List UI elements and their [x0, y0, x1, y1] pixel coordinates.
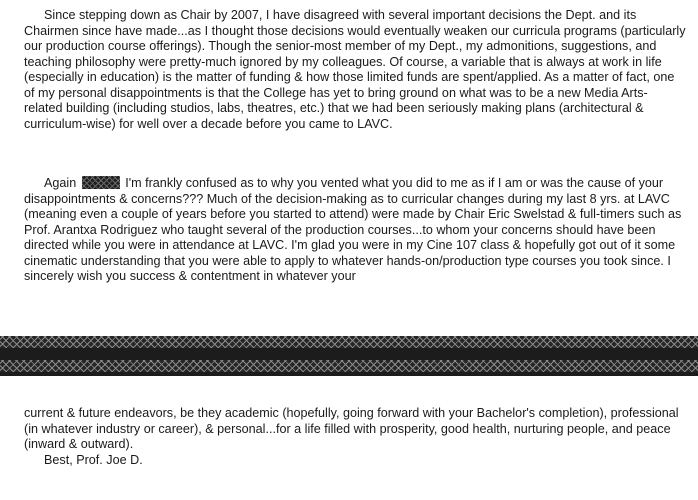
- paragraph-3-body: current & future endeavors, be they academic (hopefully, going forward with your Bachelor's completion), professional (in whatever industry or career), & personal...for a life filled with prosperity, good health, nurturing people, and peace (inward & outward).: [24, 406, 679, 451]
- redaction-hatch-bottom: [0, 360, 698, 372]
- redaction-hatch-top: [0, 336, 698, 348]
- letter-paragraph-3: [24, 406, 686, 468]
- redaction-band: [0, 336, 698, 376]
- signoff: Best, Prof. Joe D.: [44, 452, 143, 467]
- greeting-word: Again: [44, 176, 77, 190]
- paragraph-2-body: I'm frankly confused as to why you vented what you did to me as if I am or was the cause of your disappointments & concerns??? Much of the decision-making as to curricular changes during my last 8 yrs. at LAVC (meaning even a couple of years before you started to attend) were made by Chair Eric Swelstad & full-timers such as Prof. Arantxa Rodriguez who taught several of the production courses...to whom your concerns should have been directed while you were in attendance at LAVC. I'm glad you were in my Cine 107 class & hopefully got out of it some cinematic understanding that you were able to apply to whatever hands-on/production type courses you took since. I sincerely wish you success & contentment in whatever your: [24, 176, 682, 283]
- letter-paragraph-1: Since stepping down as Chair by 2007, I have disagreed with several important decisions the Dept. and its Chairmen since have made...as I thought those decisions would eventually weaken our curricula programs (particularly our production course offerings). Though the senior-most member of my Dept., my admonitions, suggestions, and teaching philosophy were pretty-much ignored by my colleagues. Of course, a variable that is always at work in life (especially in education) is the matter of funding & how those limited funds are spent/applied. As a matter of fact, one of my personal disappointments is that the College has yet to bring ground on what was to be a new Media Arts-related building (including studios, labs, theatres, etc.) that we had been seriously making plans (architectural & curriculum-wise) for well over a decade before you came to LAVC.: [24, 8, 686, 131]
- redacted-name-block: [82, 176, 120, 189]
- letter-paragraph-2: [24, 176, 686, 285]
